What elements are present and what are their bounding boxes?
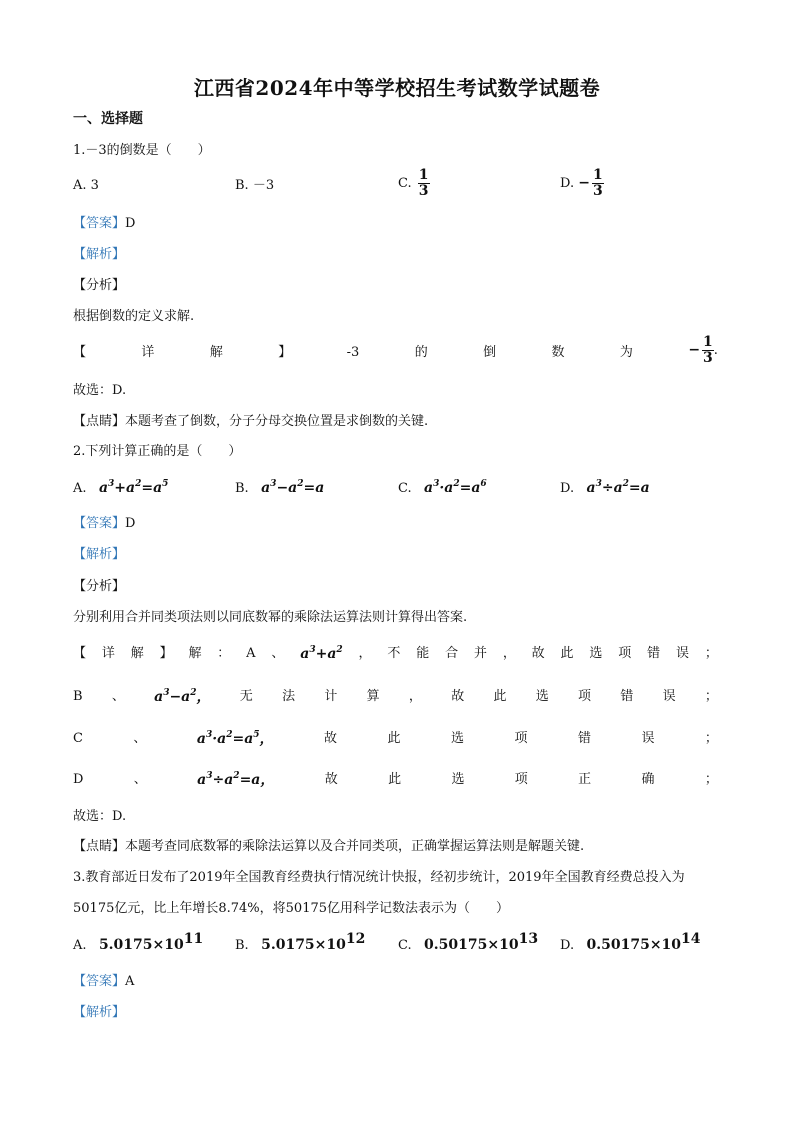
q2-stem: 2.下列计算正确的是（ ） <box>73 444 242 459</box>
q3-option-a: A. $5.0175\times 10^{11}$ <box>73 931 204 953</box>
q2-option-c: C. $a^3\cdot a^2=a^6$ <box>398 479 487 496</box>
q2-analysis: 分别利用合并同类项法则以同底数幂的乘除法运算法则计算得出答案. <box>73 610 468 625</box>
fraction: $\frac{1}{3}$ <box>418 167 429 199</box>
q1-option-b: B. －3 <box>235 178 275 193</box>
section-heading: 一、选择题 <box>73 111 143 127</box>
q3-option-b: B. $5.0175\times 10^{12}$ <box>235 931 366 953</box>
q2-answer: 【答案】D <box>73 516 136 531</box>
q2-detail-d: D 、 $a^3\div a^2=a$， 故 此 选 项 正 确 ； <box>73 771 718 788</box>
q1-analysis: 根据倒数的定义求解. <box>73 309 195 324</box>
q1-option-a: A. 3 <box>73 178 99 193</box>
q2-fenxi: 【分析】 <box>73 579 126 594</box>
q3-option-c: C. $0.50175\times 10^{13}$ <box>398 931 539 953</box>
q2-tip: 【点睛】本题考查同底数幂的乘除法运算以及合并同类项，正确掌握运算法则是解题关键. <box>73 839 585 854</box>
q2-jiexi: 【解析】 <box>73 547 126 562</box>
q1-answer: 【答案】D <box>73 216 136 231</box>
q2-detail-b: B 、 $a^3-a^2$， 无 法 计 算 ， 故 此 选 项 错 误 ； <box>73 688 718 705</box>
q1-fenxi: 【分析】 <box>73 278 126 293</box>
q3-jiexi: 【解析】 <box>73 1005 126 1020</box>
fraction: $\frac{1}{3}$ <box>592 167 603 199</box>
q2-conclusion: 故选：D. <box>73 809 127 824</box>
q2-detail-c: C 、 $a^3\cdot a^2=a^5$， 故 此 选 项 错 误 ； <box>73 730 718 747</box>
q3-answer: 【答案】A <box>73 974 135 989</box>
q2-option-b: B. $a^3-a^2=a$ <box>235 479 325 496</box>
q3-option-d: D. $0.50175\times 10^{14}$ <box>560 931 701 953</box>
q2-option-d: D. $a^3\div a^2=a$ <box>560 479 650 496</box>
q3-stem-line2: 50175亿元，比上年增长8.74%，将50175亿用科学记数法表示为（ ） <box>73 901 510 916</box>
q1-tip: 【点睛】本题考查了倒数，分子分母交换位置是求倒数的关键. <box>73 414 429 429</box>
q3-stem-line1: 3.教育部近日发布了2019年全国教育经费执行情况统计快报，经初步统计，2019年全国教育经费总投入为 <box>73 870 685 885</box>
q1-conclusion: 故选：D. <box>73 383 127 398</box>
q1-option-c: C. $\frac{1}{3}$ <box>398 167 429 199</box>
q1-option-d: D. − $\frac{1}{3}$ <box>560 167 603 199</box>
fraction: $\frac{1}{3}$ <box>703 334 713 366</box>
q2-detail-a: 【 详 解 】 解 ： A 、 $a^3+a^2$ ， 不 能 合 并 ， 故 此 选 项 错 误 ； <box>73 645 718 662</box>
q1-stem: 1.－3的倒数是（ ） <box>73 143 211 158</box>
page-title: 江西省2024年中等学校招生考试数学试题卷 <box>193 76 601 100</box>
q2-option-a: A. $a^3+a^2=a^5$ <box>73 479 169 496</box>
q1-jiexi: 【解析】 <box>73 247 126 262</box>
q1-detail: 【 详 解 】 -3 的 倒 数 为 − $\frac{1}{3}$ . <box>73 334 718 366</box>
